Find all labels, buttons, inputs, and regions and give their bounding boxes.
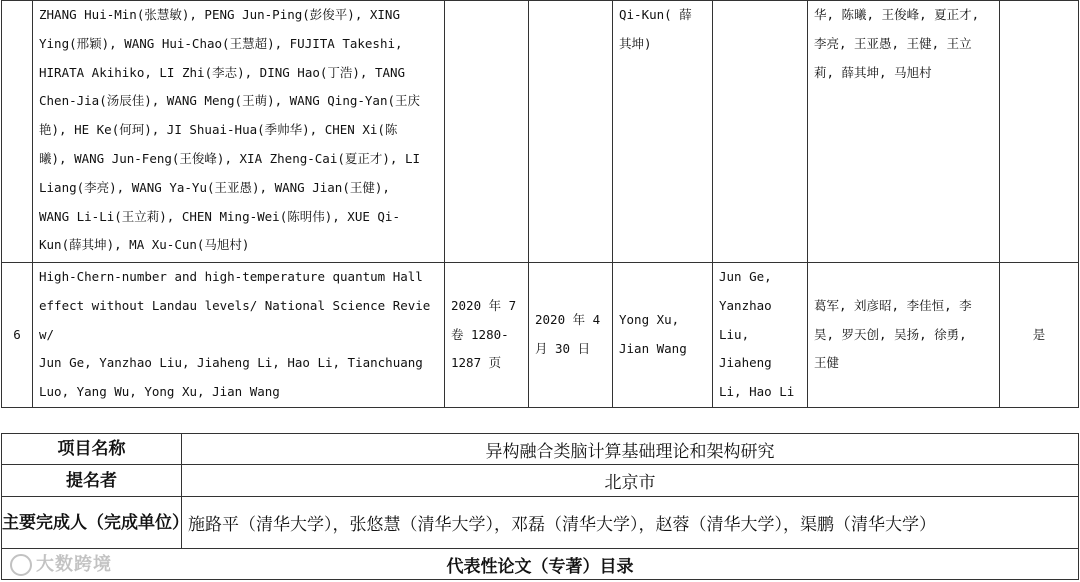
nominator-value: 北京市 [182, 465, 1079, 497]
paper-volume [445, 1, 529, 263]
first-author: Jun Ge, Yanzhao Liu, Jiaheng Li, Hao Li [713, 263, 808, 408]
project-name-value: 异构融合类脑计算基础理论和架构研究 [182, 434, 1079, 465]
paper-date: 2020 年 4 月 30 日 [529, 263, 613, 408]
row-number: 6 [2, 263, 33, 408]
main-contributors-value: 施路平（清华大学），张悠慧（清华大学），邓磊（清华大学），赵蓉（清华大学），渠鹏（清华大学） [182, 497, 1079, 549]
paper-date [529, 1, 613, 263]
watermark-logo-icon [10, 554, 32, 576]
main-contributors-label: 主要完成人（完成单位） [2, 497, 182, 549]
nominator-label: 提名者 [2, 465, 182, 497]
paper-volume: 2020 年 7 卷 1280- 1287 页 [445, 263, 529, 408]
table-row [2, 1, 1079, 263]
flag-cell: 是 [1000, 263, 1079, 408]
flag-cell [1000, 1, 1079, 263]
corresponding-author: Yong Xu, Jian Wang [613, 263, 713, 408]
project-info-table [1, 433, 1079, 580]
table-row [2, 263, 1079, 408]
row-number [2, 1, 33, 263]
project-name-label: 项目名称 [2, 434, 182, 465]
section-title: 代表性论文（专著）目录 [2, 549, 1079, 580]
table-row [2, 465, 1079, 497]
table-row [2, 549, 1079, 580]
paper-authors: ZHANG Hui-Min(张慧敏), PENG Jun-Ping(彭俊平), XING Ying(邢颖), WANG Hui-Chao(王慧超), FUJITA Takeshi, HIRATA Akihiko, LI Zhi(李志), DING Hao(丁浩), TANG Chen-Jia(汤辰佳), WANG Meng(王萌), WANG Qing-Yan(王庆 艳), HE Ke(何珂), JI Shuai-Hua(季帅华), CHEN Xi(陈 曦), WANG Jun-Feng(王俊峰), XIA Zheng-Cai(夏正才), LI Liang(李亮), WANG Ya-Yu(王亚愚), WANG Jian(王健), WANG Li-Li(王立莉), CHEN Ming-Wei(陈明伟), XUE Qi- Kun(薛其坤), MA Xu-Cun(马旭村) [33, 1, 445, 263]
watermark [10, 550, 112, 576]
table-row [2, 434, 1079, 465]
corresponding-author: Qi-Kun( 薛 其坤) [613, 1, 713, 263]
paper-title: High-Chern-number and high-temperature quantum Hall effect without Landau levels/ National Science Review/ Jun Ge, Yanzhao Liu, Jiaheng Li, Hao Li, Tianchuang Luo, Yang Wu, Yong Xu, Jian Wang [33, 263, 445, 408]
domestic-authors: 华, 陈曦, 王俊峰, 夏正才, 李亮, 王亚愚, 王健, 王立 莉, 薛其坤, 马旭村 [808, 1, 1000, 263]
first-author [713, 1, 808, 263]
papers-table [1, 0, 1079, 408]
table-row [2, 497, 1079, 549]
watermark-text: 大数跨境 [36, 554, 112, 575]
domestic-authors: 葛军, 刘彦昭, 李佳恒, 李 昊, 罗天创, 吴扬, 徐勇, 王健 [808, 263, 1000, 408]
